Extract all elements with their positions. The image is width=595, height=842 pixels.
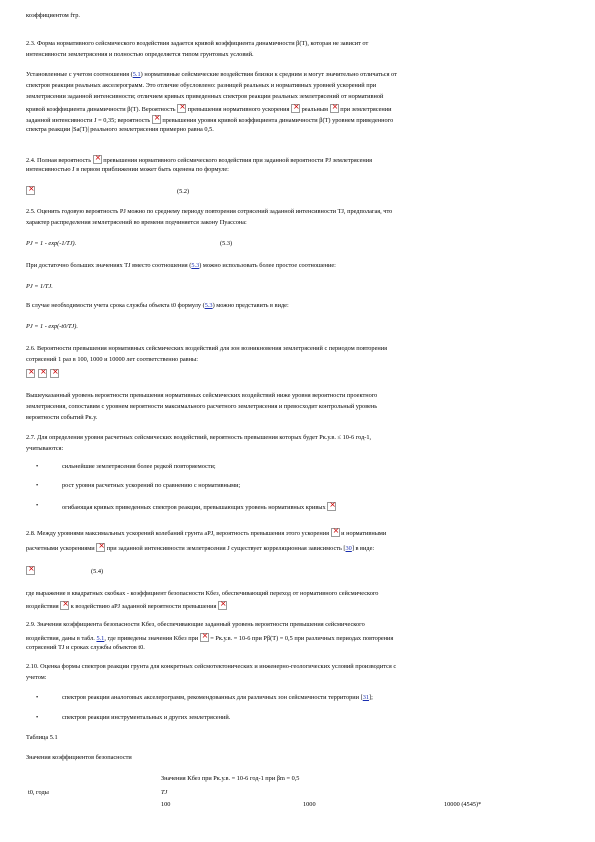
equation-5-3: PJ = 1 - exp(-1/TJ). (5.3) [26, 240, 233, 247]
formula-5-3-link[interactable]: 5.3 [191, 262, 200, 269]
broken-image-icon [26, 369, 35, 378]
table-cell: 100 [161, 801, 171, 808]
broken-image-icon [177, 104, 186, 113]
paragraph-2-3-line-2: интенсивности землетрясения и полностью определяется типом грунтовых условий. [26, 51, 254, 58]
formula-5-3-link[interactable]: 5.3 [204, 302, 213, 309]
paragraph-line: В случае необходимости учета срока службы объекта t0 формулу (5.3) можно представить в виде: [26, 302, 289, 309]
table-5-1-link[interactable]: 5.1 [96, 635, 105, 642]
broken-image-icon [200, 633, 209, 642]
list-item: сильнейшие землетрясения более редкой повторяемости; [62, 463, 216, 470]
table-cell: 10000 (4545)* [444, 801, 482, 808]
broken-image-icon [60, 601, 69, 610]
paragraph-line: Установленные с учетом соотношения (5.1) нормативные сейсмические воздействия близки к средним и могут значительно отличаться от [26, 71, 397, 78]
paragraph-line: землетрясения, сопоставим с уровнем вероятности максимального расчетного землетрясения и превосходит контрольный уровень [26, 403, 378, 410]
paragraph-line: 2.8. Между уровнями максимальных ускорений колебаний грунта aPJ, вероятность превышения этого ускорения × и нормативными [26, 528, 386, 538]
paragraph-line: воздействия × к воздействию aPJ заданной вероятности превышения × [26, 601, 227, 611]
bullet: • [36, 694, 39, 701]
paragraph-line: Вышеуказанный уровень вероятности превышения нормативных сейсмических воздействий ниже уровня вероятности проектного [26, 392, 378, 399]
broken-image-icon [152, 115, 161, 124]
table-header: Значения Kбез при Pк.у.в. = 10-6 год-1 при βm = 0,5 [161, 775, 300, 782]
paragraph-2-3-line-1: 2.3. Форма нормативного сейсмического воздействия задается кривой коэффициента динамичности β(T), которая не зависит от [26, 40, 369, 47]
paragraph-line: 2.10. Оценка формы спектров реакции грунта для конкретных сейсмотектонических и инженерно-геологических условий производится с [26, 663, 397, 670]
bullet: • [36, 714, 39, 721]
broken-image-icon [96, 543, 105, 552]
bullet: • [36, 463, 39, 470]
list-item: огибающая кривых приведенных спектров реакции, превышающих уровень нормативных кривых × [62, 502, 336, 512]
formula-5-1-link[interactable]: 5.1 [132, 71, 141, 78]
paragraph-line: 2.9. Значения коэффициента безопасности Kбез, обеспечивающие заданный уровень вероятности превышения сейсмического [26, 621, 365, 628]
broken-image-icon [26, 566, 35, 575]
broken-image-icon [38, 369, 47, 378]
paragraph-line: землетрясении заданной интенсивности; отличием кривых приведенных спектров реакции реальных землетрясений от нормативной [26, 93, 384, 100]
equation-5-4: ×(5.4) [26, 566, 103, 576]
broken-image-icon [26, 186, 35, 195]
paragraph-line: спектров реакции реальных акселерограмм. Это отличие обусловлено: разницей реальных и нормативных уровней ускорений при [26, 82, 377, 89]
paragraph-line: кривой коэффициента динамичности β(T). Вероятность × превышения нормативного ускорения × реальным × при землетрясении [26, 104, 392, 114]
paragraph-line: расчетными ускорениями × при заданной интенсивности землетрясения J существует корреляционная зависимость [30] в виде: [26, 543, 374, 553]
table-row-label: t0, годы [28, 789, 49, 796]
broken-image-icon [218, 601, 227, 610]
broken-image-icon [331, 528, 340, 537]
paragraph-line: 2.7. Для определения уровня расчетных сейсмических воздействий, вероятность превышения которых будет Pк.у.в. ≤ 10-6 год-1, [26, 434, 372, 441]
broken-image-icon [93, 155, 102, 164]
table-title: Таблица 5.1 [26, 734, 58, 741]
paragraph-line: воздействия, даны в табл. 5.1, где приведены значения Kбез при × = Pк.у.в. = 10-6 при Pβ(T) = 0,5 при различных периодах повторения [26, 633, 393, 643]
image-group [26, 369, 59, 379]
equation-simple: PJ = 1/TJ. [26, 283, 53, 290]
equation-t0: PJ = 1 - exp(-t0/TJ). [26, 323, 78, 330]
broken-image-icon [327, 502, 336, 511]
bullet: • [36, 502, 39, 509]
broken-image-icon [50, 369, 59, 378]
reference-31-link[interactable]: 31 [362, 694, 370, 701]
paragraph-line: спектра реакции |Sa(T)| реального землетрясения примерно равна 0,5. [26, 126, 214, 133]
paragraph-line: коэффициентом fтр. [26, 12, 80, 19]
paragraph-line: 2.6. Вероятности превышения нормативных сейсмических воздействий для зон возникновения землетрясений с периодом повторения [26, 345, 387, 352]
list-item: спектров реакции аналоговых акселерограмм, рекомендованных для различных зон сейсмичности территории [31]; [62, 694, 373, 701]
broken-image-icon [330, 104, 339, 113]
paragraph-line: учетом: [26, 674, 47, 681]
paragraph-line: сотрясений 1 раз в 100, 1000 и 10000 лет соответственно равны: [26, 356, 198, 363]
table-cell: 1000 [303, 801, 316, 808]
list-item: рост уровня расчетных ускорений по сравнению с нормативными; [62, 482, 241, 489]
table-caption: Значения коэффициентов безопасности [26, 754, 132, 761]
paragraph-line: сотрясений TJ и сроках службы объектов t0. [26, 644, 145, 651]
list-item: спектров реакции инструментальных и других землетрясений. [62, 714, 231, 721]
paragraph-line: учитываются: [26, 445, 64, 452]
reference-30-link[interactable]: 30 [345, 545, 352, 552]
broken-image-icon [291, 104, 300, 113]
paragraph-line: вероятности событий Pк.у. [26, 414, 98, 421]
paragraph-line: 2.5. Оценить годовую вероятность PJ можно по среднему периоду повторения сотрясений заданной интенсивности TJ, предполагая, что [26, 208, 393, 215]
table-col-label: TJ [161, 789, 168, 796]
paragraph-line: характер распределения землетрясений во времени подчиняется закону Пуассона: [26, 219, 247, 226]
paragraph-line: При достаточно больших значениях TJ вместо соотношения (5.3) можно использовать более простое соотношение: [26, 262, 336, 269]
paragraph-line: заданной интенсивности J = 0,35; вероятность × превышения уровня кривой коэффициента динамичности β(T) уровнем приведенного [26, 115, 393, 125]
paragraph-line: интенсивностью J в первом приближении может быть оценена по формуле: [26, 166, 229, 173]
equation-5-2: ×(5.2) [26, 186, 189, 196]
paragraph-line: 2.4. Полная вероятность × превышения нормативного сейсмического воздействия при заданной вероятности PJ землетрясения [26, 155, 372, 165]
bullet: • [36, 482, 39, 489]
paragraph-line: где выражение в квадратных скобках - коэффициент безопасности Kбез, обеспечивающий переход от нормативного сейсмического [26, 590, 379, 597]
